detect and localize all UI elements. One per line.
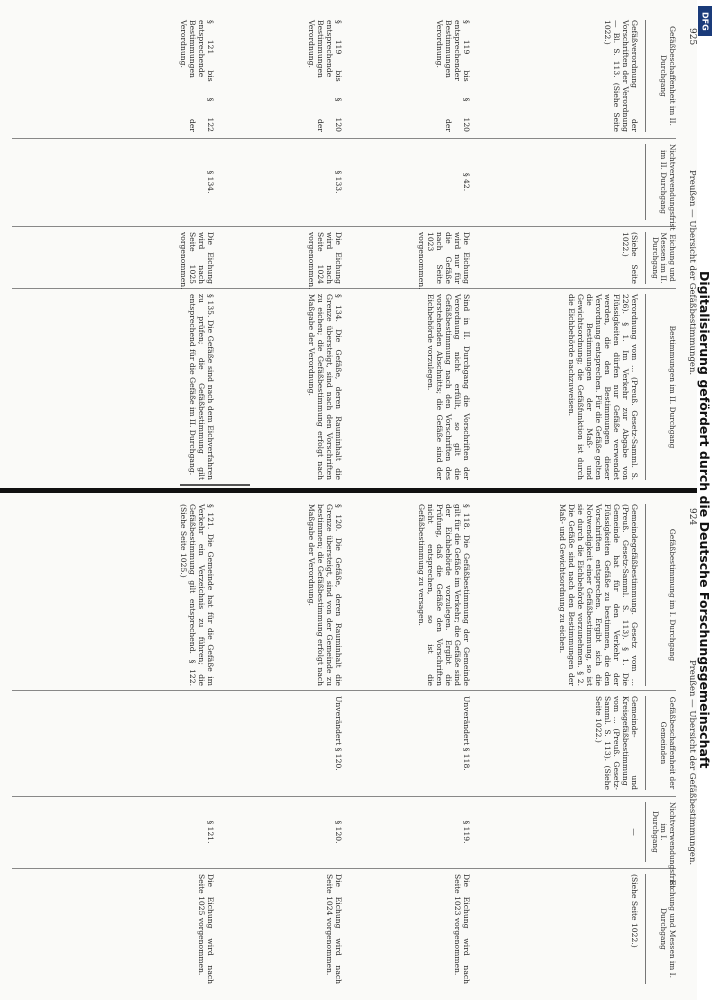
running-head: Preußen — Übersicht der Gefäßbestimmungen. <box>687 170 697 376</box>
dfg-banner <box>697 0 713 1000</box>
column-gefaessbeschaffenheit <box>12 20 676 132</box>
dfg-logo: DFG <box>698 6 712 36</box>
column-nichtverwendungsfrist <box>12 802 677 889</box>
page-gutter <box>0 488 700 493</box>
column-eichung <box>12 874 676 984</box>
table-cell: (Siehe Seite 1022.) <box>621 232 639 284</box>
page-left-half <box>8 500 698 990</box>
running-head: Preußen — Übersicht der Gefäßbestimmungen. <box>687 660 697 866</box>
column-header: Eichung und Messen im I. Durchgang <box>645 874 676 984</box>
table-cell: § 118. Die Gefäßbestimmung der Gemeinde gilt für die Gefäße im Verkehr; die Gefäße sind der Eichbehörde vorzulegen. Ergibt die Prüfung, daß die Gefäße den Vorschriften nicht entsprechen, so ist die Gefäßbestimmung zu versagen. <box>417 504 471 686</box>
table-cell: § 134. <box>206 170 215 194</box>
column-rule <box>12 288 676 289</box>
column-gemeinden <box>12 696 676 790</box>
column-rule <box>12 690 676 691</box>
table-cell: Unverändert § 118. <box>462 696 471 771</box>
column-header: Gefäßbestimmung im I. Durchgang <box>645 504 676 686</box>
table-cell: Verordnung vom ... (Preuß. Gesetz-Samml. S. 226). § 1. Im Verkehr zur Abgabe von Flüssigkeiten dürfen nur Gefäße verwendet werden, die den Bestimmungen dieser Verordnung entsprechen. Für die Gefäße gelten die Bestimmungen der Maß- und Gewichtsordnung; die Gefäßfunktion ist durch die Eichbehörde nachzuweisen. <box>567 294 639 480</box>
table-cell: § 135. Die Gefäße sind nach dem Eichverfahren zu prüfen; die Gefäßbestimmung gilt entsprechend für die Gefäße im II. Durchgang. <box>188 294 215 480</box>
page-number: 924 <box>687 508 697 526</box>
dfg-banner-text: Digitalisierung gefördert durch die Deutsche Forschungsgemeinschaft <box>697 271 712 769</box>
column-bestimmungen <box>12 294 676 480</box>
table-cell: § 121. Die Gemeinde hat für die Gefäße im Verkehr ein Verzeichnis zu führen; die Gefäßbestimmung gilt entsprechend. § 122. (Siehe Seite 1025.) <box>179 504 215 686</box>
column-rule <box>12 796 676 797</box>
table-cell: Gemeindegefäßbestimmung. Gesetz vom ... (Preuß. Gesetz-Samml. S. 113). § 1. Die Gemeinde hat für den Verkehr der Flüssigkeiten Gefäße zu bestimmen, die den Vorschriften entsprechen. Ergibt sich die Notwendigkeit einer Gefäßbestimmung, so ist sie durch die Eichbehörde vorzunehmen. § 2. Die Gefäße sind nach den Bestimmungen der Maß- und Gewichtsordnung zu eichen. <box>558 504 639 686</box>
table-cell: Die Eichung wird nach Seite 1025 vorgenommen. <box>197 874 215 984</box>
table-cell: Die Eichung wird nach Seite 1025 vorgenommen. <box>179 232 215 290</box>
column-header: Nichtverwendungsfrist im II. Durchgang <box>645 144 676 220</box>
table-cell: § 133. <box>334 170 343 194</box>
column-rule <box>12 226 676 227</box>
column-header: Gefäßbeschaffenheit im II. Durchgang <box>645 20 676 132</box>
table-cell: § 119. <box>462 820 471 844</box>
column-header: Eichung und Messen im II. Durchgang <box>645 232 676 284</box>
column-rule <box>12 868 676 869</box>
table-cell: — <box>630 828 639 836</box>
table-cell: § 121. <box>206 820 215 844</box>
table-cell: § 121 bis § 122 entsprechende Bestimmungen der Verordnung. <box>179 20 215 132</box>
column-header: Gefäßbeschaffenheit der Gemeinden <box>645 696 676 790</box>
table-cell: § 42. <box>462 172 471 192</box>
column-nichtverwendungsfrist <box>12 144 677 231</box>
column-rule <box>12 138 676 139</box>
scan-mark <box>180 484 250 486</box>
table-cell: § 120. <box>334 820 343 844</box>
table-cell: Sind in II. Durchgang die Vorschriften der Verordnung nicht erfüllt, so gilt die Gefäßbestimmung nach den Vorschriften des vorstehenden Abschnitts; die Gefäße sind der Eichbehörde vorzulegen. <box>426 294 471 480</box>
table-cell: Die Eichung wird nach Seite 1024 vorgenommen. <box>325 874 343 984</box>
column-eichung <box>12 232 677 290</box>
column-header: Bestimmungen im II. Durchgang <box>645 294 676 480</box>
page-925-content <box>8 20 698 485</box>
table-cell: Unverändert § 120. <box>334 696 343 771</box>
table-cell: § 134. Die Gefäße, deren Rauminhalt die Grenze übersteigt, sind nach den Vorschriften zu eichen; die Gefäßbestimmung erfolgt nach Maßgabe der Verordnung. <box>307 294 343 480</box>
table-cell: § 119 bis § 120 entsprechender Bestimmungen der Verordnung. <box>435 20 471 132</box>
page-number: 925 <box>687 28 697 46</box>
table-cell: Gemeinde- und Kreisgefäßbestimmung vom ... (Preuß. Gesetz-Samml. S. 113). (Siehe Seite 1022.) <box>594 696 639 790</box>
table-cell: Gefäßverordnung der Vorschriften der Verordnung — Bl. S. 113. (Siehe Seite 1022.) <box>603 20 639 132</box>
table-cell: Die Eichung wird nach Seite 1023 vorgenommen. <box>453 874 471 984</box>
page-924-content <box>8 500 698 990</box>
table-cell <box>479 144 639 220</box>
table-cell: (Siehe Seite 1022.) <box>630 874 639 948</box>
table-cell: Die Eichung wird nach Seite 1024 vorgenommen. <box>307 232 343 290</box>
column-gefaessbestimmung <box>12 504 676 686</box>
table-cell: Die Eichung wird nur für die Gefäße nach Seite 1023 vorgenommen. <box>417 232 471 290</box>
table-cell: § 120. Die Gefäße, deren Rauminhalt die Grenze übersteigt, sind von der Gemeinde zu bestimmen; die Gefäßbestimmung erfolgt nach Maßgabe der Verordnung. <box>307 504 343 686</box>
table-cell: § 119 bis § 120 entsprechende Bestimmungen der Verordnung. <box>307 20 343 132</box>
column-header: Nichtverwendungsfrist im I. Durchgang <box>645 802 676 862</box>
page-right-half <box>8 20 698 485</box>
